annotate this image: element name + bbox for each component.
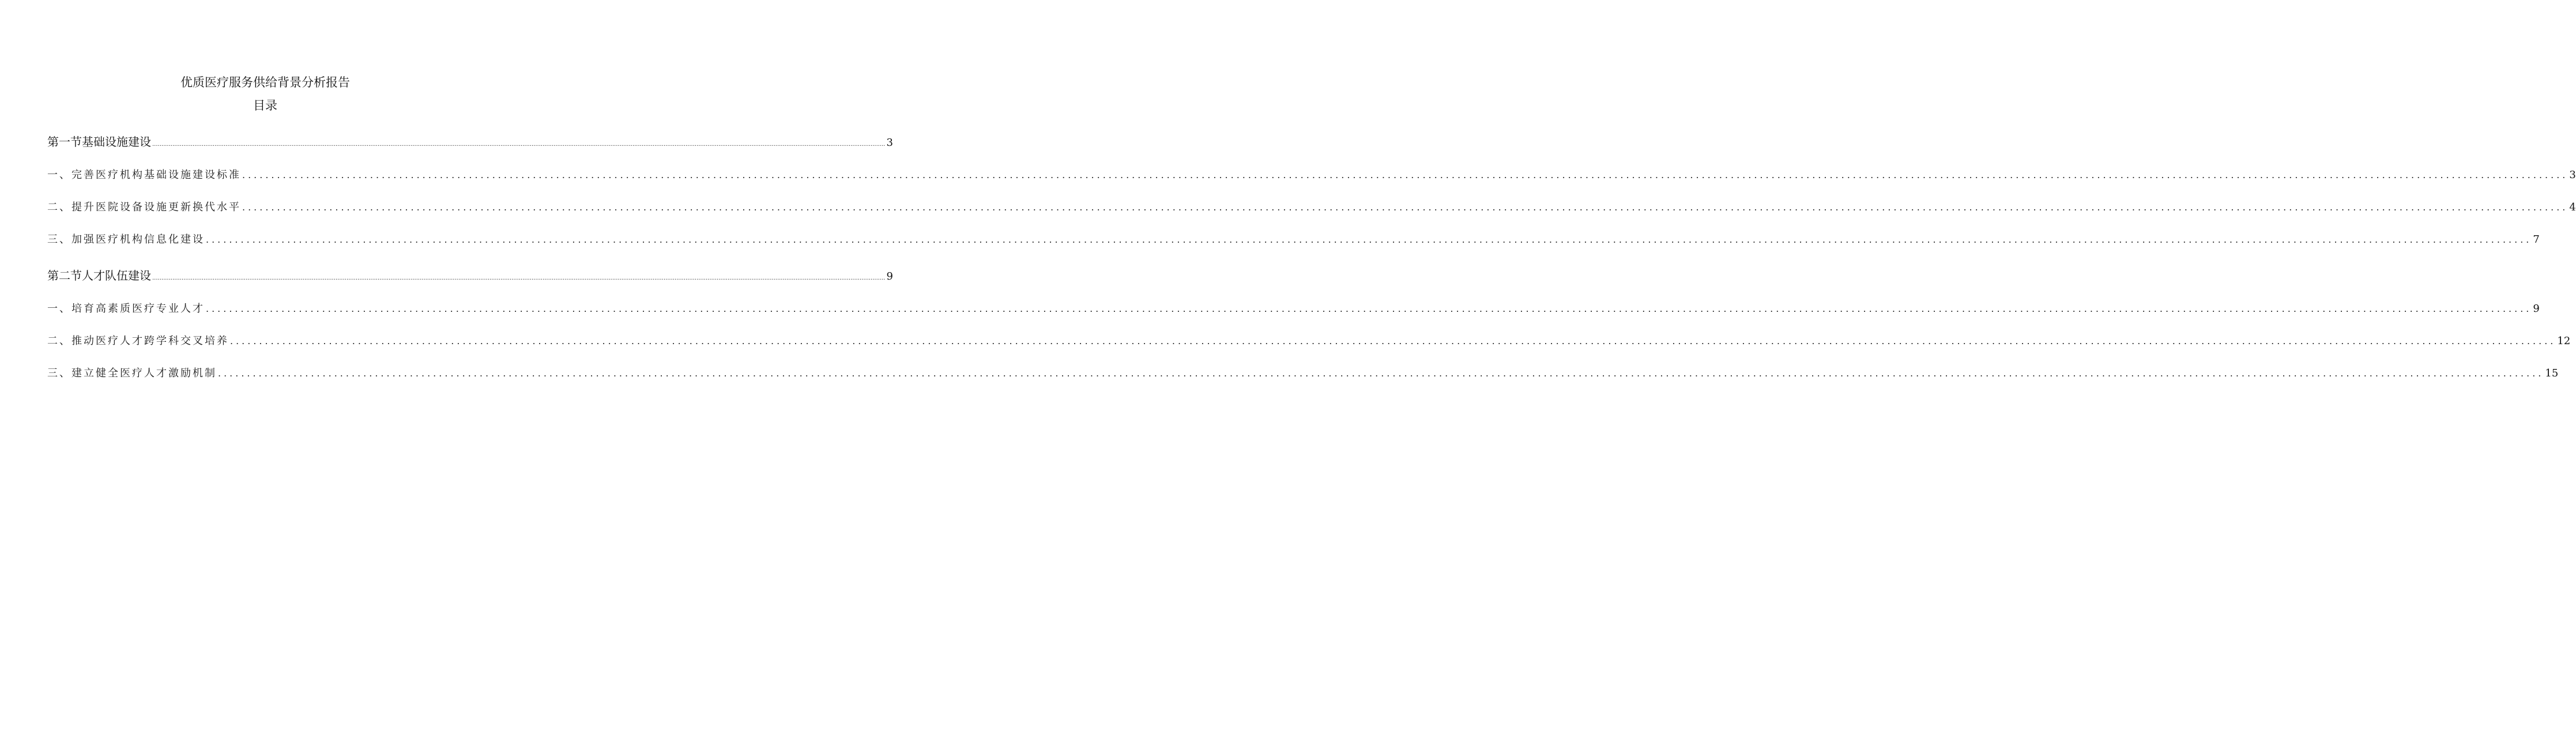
toc-entry-1-1[interactable]: [47, 167, 2576, 184]
toc-entry-page: 9: [2533, 303, 2540, 315]
toc-entry-label: 一、培育高素质医疗专业人才: [47, 303, 205, 315]
toc-entry-page: 3: [2569, 169, 2576, 181]
toc-heading: 目录: [253, 99, 277, 112]
dot-leader: ................................................................................................................................................................................................................................................................................................................................................................................................................: [242, 202, 2569, 213]
toc-entry-page: 7: [2533, 233, 2540, 246]
dot-leader: ................................................................................................................................................................................................................................................................................................................................................................................................................: [206, 303, 2532, 314]
toc-entry-1-3[interactable]: [47, 231, 2540, 248]
toc-entry-page: 4: [2569, 201, 2576, 213]
toc-entry-page: 12: [2557, 335, 2571, 347]
dot-leader: ................................................................................................................................................................................................................................................................................................................................................................................................................: [152, 275, 886, 281]
toc-entry-1-2[interactable]: [47, 199, 2576, 216]
document-title: 优质医疗服务供给背景分析报告: [180, 76, 350, 89]
toc-entry-label: 二、推动医疗人才跨学科交叉培养: [47, 335, 229, 347]
toc-entry-page: 3: [886, 137, 893, 149]
toc-entry-label: 三、加强医疗机构信息化建设: [47, 233, 205, 246]
dot-leader: ................................................................................................................................................................................................................................................................................................................................................................................................................: [242, 169, 2569, 180]
toc-entry-page: 9: [886, 270, 893, 282]
toc-entry-section-1[interactable]: [47, 133, 893, 150]
toc-entry-2-2[interactable]: [47, 333, 2571, 350]
toc-entry-label: 第一节基础设施建设: [47, 135, 151, 149]
dot-leader: ................................................................................................................................................................................................................................................................................................................................................................................................................: [206, 234, 2532, 245]
toc-entry-label: 第二节人才队伍建设: [47, 269, 151, 282]
toc-entry-2-3[interactable]: [47, 365, 2559, 382]
toc-entry-2-1[interactable]: [47, 300, 2540, 318]
dot-leader: ................................................................................................................................................................................................................................................................................................................................................................................................................: [152, 141, 886, 148]
toc-entry-page: 15: [2545, 367, 2559, 379]
toc-entry-label: 一、完善医疗机构基础设施建设标准: [47, 169, 241, 181]
dot-leader: ................................................................................................................................................................................................................................................................................................................................................................................................................: [218, 368, 2544, 379]
dot-leader: ................................................................................................................................................................................................................................................................................................................................................................................................................: [230, 336, 2556, 346]
toc-entry-section-2[interactable]: [47, 266, 893, 284]
toc-entry-label: 三、建立健全医疗人才激励机制: [47, 367, 217, 379]
toc-entry-label: 二、提升医院设备设施更新换代水平: [47, 201, 241, 213]
